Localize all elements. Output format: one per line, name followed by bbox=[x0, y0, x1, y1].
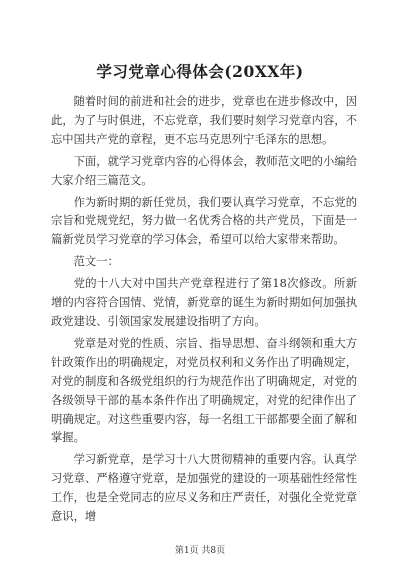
section-paragraph-1: 党的十八大对中国共产党章程进行了第18次修改。所新增的内容符合国情、党情，新党章的诞生为新时期如何加强执政党建设、引领国家发展建设指明了方向。 bbox=[51, 277, 357, 328]
document-title: 学习党章心得体会(20XX年) bbox=[96, 62, 304, 81]
intro-paragraph-1: 随着时间的前进和社会的进步，党章也在进步修改中，因此，为了与时俱进，不忘党章，我们要时刻学习党章内容，不忘中国共产党的章程，更不忘马克思列宁毛泽东的思想。 bbox=[51, 95, 357, 146]
section-paragraph-3: 学习新党章，是学习十八大贯彻精神的重要内容。认真学习党章、严格遵守党章，是加强党的建设的一项基础性经常性工作，也是全党同志的应尽义务和庄严责任，对强化全党党章意识，增 bbox=[51, 453, 357, 524]
intro-paragraph-3: 作为新时期的新任党员，我们要认真学习党章，不忘党的宗旨和党规党纪，努力做一名优秀合格的共产党员，下面是一篇新党员学习党章的学习体会，希望可以给大家带来帮助。 bbox=[51, 195, 357, 247]
page-number-footer: 第1页 共8页 bbox=[174, 546, 226, 556]
section-heading: 范文一： bbox=[73, 255, 119, 269]
section-paragraph-2: 党章是对党的性质、宗旨、指导思想、奋斗纲领和重大方针政策作出的明确规定，对党员权利和义务作出了明确规定，对党的制度和各级党组织的行为规范作出了明确规定，对党的各级领导干部的基本条件作出了明确规定，对党的纪律作出了明确规定。对这些重要内容，每一名组工干部都要全面了解和掌握。 bbox=[51, 336, 357, 445]
document-body bbox=[51, 93, 357, 530]
intro-paragraph-2: 下面，就学习党章内容的心得体会，教师范文吧的小编给大家介绍三篇范文。 bbox=[51, 154, 357, 187]
